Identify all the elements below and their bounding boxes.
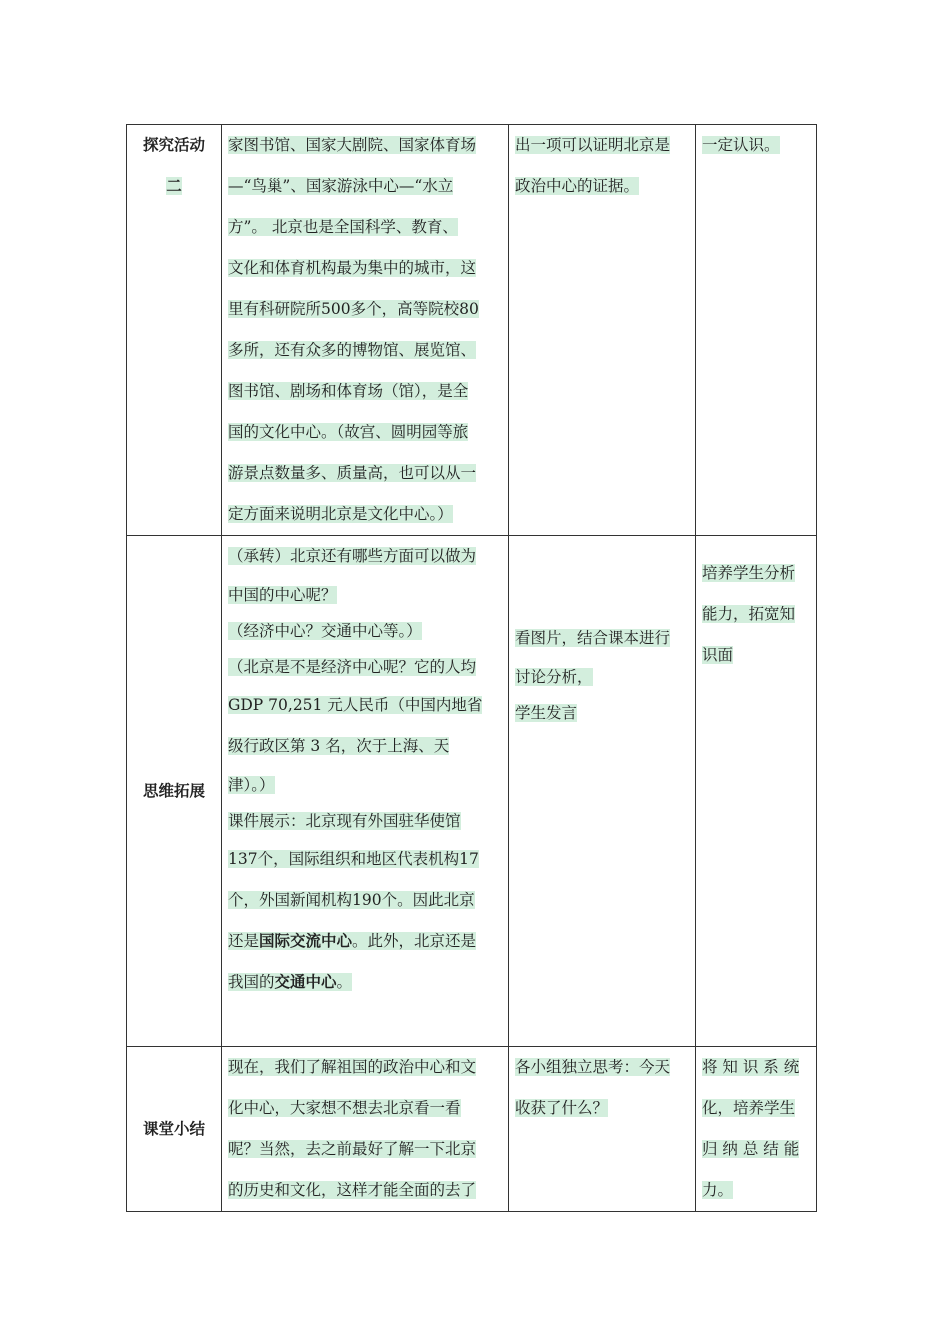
teacher-activity-cell xyxy=(222,1047,509,1212)
text-line: 学生发言 xyxy=(515,704,578,722)
emphasis-international-exchange-center: 国际交流中心 xyxy=(259,932,353,950)
text-line: 一定认识。 xyxy=(702,136,780,154)
text-line: 现在，我们了解祖国的政治中心和文 xyxy=(228,1058,477,1076)
text-line: 能力，拓宽知 xyxy=(702,605,796,623)
text-line: 归 纳 总 结 能 xyxy=(702,1140,800,1158)
text-line: 国的文化中心。（故宫、圆明园等旅 xyxy=(228,423,469,441)
design-intent-cell xyxy=(696,125,817,536)
row-label-line: 探究活动 xyxy=(142,136,205,154)
row-label-line: 思维拓展 xyxy=(142,781,205,800)
text-line: 讨论分析， xyxy=(515,668,593,686)
lesson-plan-table xyxy=(126,124,817,1212)
text-line: 里有科研院所500多个，高等院校80 xyxy=(228,300,479,318)
text-line: 津）。） xyxy=(228,776,275,794)
design-intent-cell xyxy=(696,536,817,1047)
text-fragment: 还是 xyxy=(228,932,260,950)
text-line: 的历史和文化，这样才能全面的去了 xyxy=(228,1181,477,1199)
text-line: 各小组独立思考：今天 xyxy=(515,1058,671,1076)
text-line: 识面 xyxy=(702,646,734,664)
text-line: 多所，还有众多的博物馆、展览馆、 xyxy=(228,341,477,359)
table-row-inquiry-activity-2 xyxy=(127,125,817,536)
text-line: 中国的中心呢？ xyxy=(228,586,337,604)
text-line: 137个，国际组织和地区代表机构17 xyxy=(228,850,479,868)
emphasis-transport-center: 交通中心 xyxy=(274,973,337,991)
table-row-thinking-extension xyxy=(127,536,817,1047)
text-line: 课件展示：北京现有外国驻华使馆 xyxy=(228,812,461,830)
text-line: 看图片，结合课本进行 xyxy=(515,629,671,647)
text-line: 化中心，大家想不想去北京看一看 xyxy=(228,1099,461,1117)
text-line: 出一项可以证明北京是 xyxy=(515,136,671,154)
text-line: 定方面来说明北京是文化中心。） xyxy=(228,505,453,523)
student-activity-cell xyxy=(509,536,696,1047)
text-fragment: 我国的 xyxy=(228,973,275,991)
text-line: 政治中心的证据。 xyxy=(515,177,640,195)
text-line: （北京是不是经济中心呢？它的人均 xyxy=(228,658,477,676)
text-line: 方”。 北京也是全国科学、教育、 xyxy=(228,218,458,236)
text-fragment: 。此外，北京还是 xyxy=(352,932,477,950)
text-fragment: 。 xyxy=(336,973,353,991)
text-line: 家图书馆、国家大剧院、国家体育场 xyxy=(228,136,477,154)
text-line: GDP 70,251 元人民币（中国内地省 xyxy=(228,696,483,714)
text-line: 培养学生分析 xyxy=(702,564,796,582)
row-label-inquiry-activity xyxy=(127,125,222,536)
row-label-line: 二 xyxy=(166,177,182,195)
row-label-line: 课堂小结 xyxy=(142,1119,205,1138)
text-line: 化，培养学生 xyxy=(702,1099,796,1117)
row-label-class-summary xyxy=(127,1047,222,1212)
text-line: 图书馆、剧场和体育场（馆），是全 xyxy=(228,382,469,400)
text-line: 级行政区第 3 名，次于上海、天 xyxy=(228,737,450,755)
design-intent-cell xyxy=(696,1047,817,1212)
text-line: 个，外国新闻机构190个。因此北京 xyxy=(228,891,475,909)
text-line: 游景点数量多、质量高，也可以从一 xyxy=(228,464,477,482)
table-row-class-summary xyxy=(127,1047,817,1212)
text-line: （承转）北京还有哪些方面可以做为 xyxy=(228,547,477,565)
text-line: 将 知 识 系 统 xyxy=(702,1058,800,1076)
text-line: 文化和体育机构最为集中的城市，这 xyxy=(228,259,477,277)
teacher-activity-cell xyxy=(222,125,509,536)
teacher-activity-cell xyxy=(222,536,509,1047)
text-line: 呢？当然，去之前最好了解一下北京 xyxy=(228,1140,477,1158)
row-label-thinking-extension xyxy=(127,536,222,1047)
text-line: （经济中心？交通中心等。） xyxy=(228,622,422,640)
text-line: 收获了什么？ xyxy=(515,1099,609,1117)
text-line: —“鸟巢”、国家游泳中心—“水立 xyxy=(228,177,454,195)
student-activity-cell xyxy=(509,1047,696,1212)
text-line: 力。 xyxy=(702,1181,734,1199)
student-activity-cell xyxy=(509,125,696,536)
